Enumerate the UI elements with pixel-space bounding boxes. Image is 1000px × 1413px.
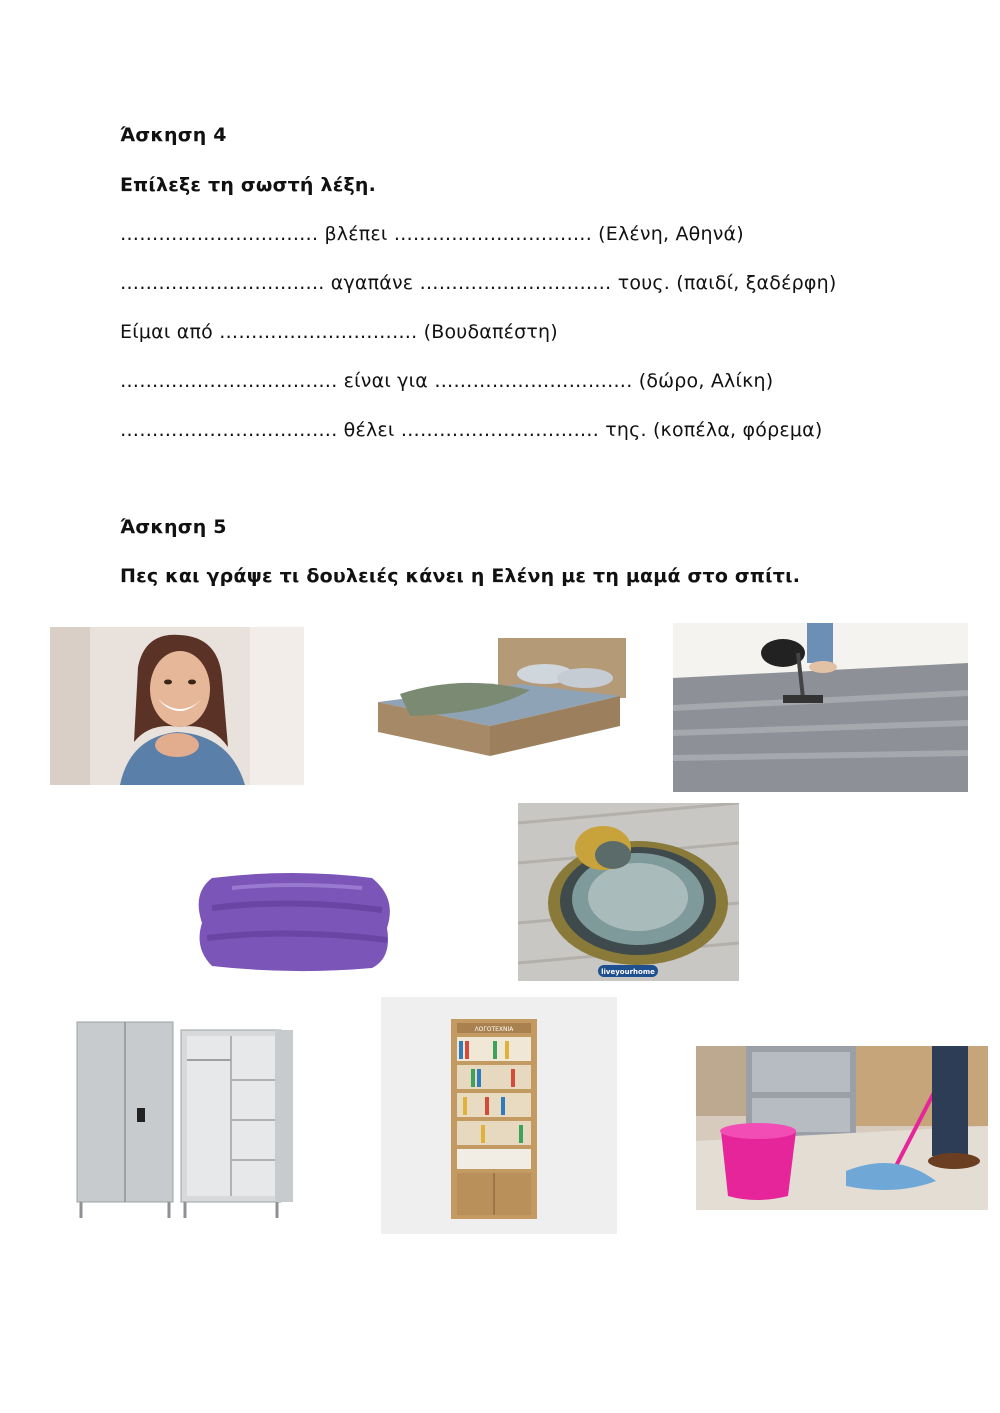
exercise-4-line-3: Είμαι από …………………………. (Βουδαπέστη) [120, 321, 558, 343]
exercise-4-line-5: ……………………………. θέλει …………………………. της. (κοπέλα, φόρεμα) [120, 419, 823, 441]
wardrobe-image [75, 1020, 297, 1220]
exercise-4-line-4: ……………………………. είναι για …………………………. (δώρο, Αλίκη) [120, 370, 774, 392]
exercise-5-title: Άσκηση 5 [120, 516, 227, 538]
bookcase-sign: ΛΟΓΟΤΕΧΝΙΑ [474, 1026, 514, 1033]
exercise-4-title: Άσκηση 4 [120, 124, 227, 146]
vacuum-carpet-photo [673, 623, 968, 792]
woman-photo [50, 627, 304, 785]
bookcase-image [381, 997, 617, 1234]
exercise-4-instruction: Επίλεξε τη σωστή λέξη. [120, 174, 377, 196]
exercise-5-instruction: Πες και γράψε τι δουλειές κάνει η Ελένη με τη μαμά στο σπίτι. [120, 565, 801, 587]
bed-image [370, 634, 628, 762]
blanket-image [192, 868, 398, 975]
dishes-photo [518, 803, 739, 981]
dishes-watermark: liveyourhome [601, 968, 655, 976]
mopping-photo [696, 1046, 988, 1210]
exercise-4-line-2: ………………………….. αγαπάνε ………………………… τους. (παιδί, ξαδέρφη) [120, 272, 837, 294]
exercise-4-line-1: …………………………. βλέπει …………………………. (Ελένη, Αθηνά) [120, 223, 744, 245]
